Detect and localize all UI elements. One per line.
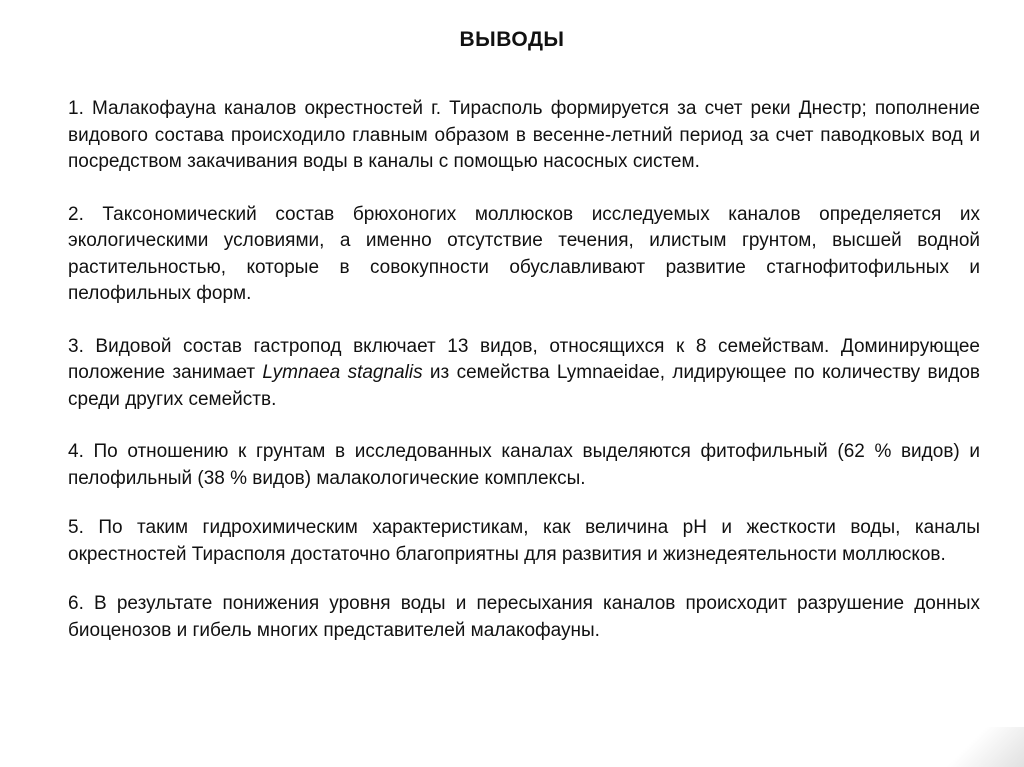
conclusion-6: 6. В результате понижения уровня воды и пересыхания каналов происходит разрушение донных биоценозов и гибель многих представителей малакофауны.	[68, 593, 980, 641]
conclusion-1: 1. Малакофауна каналов окрестностей г. Тирасполь формируется за счет реки Днестр; пополнение видового состава происходило главным образом в весенне-летний период за счет паводковых вод и посредством закачивания воды в каналы с помощью насосных систем.	[68, 98, 980, 172]
conclusion-3-text-after: из семейства Lymnaeidae, лидирующее по количеству видов среди других семейств.	[68, 362, 980, 410]
conclusion-5: 5. По таким гидрохимическим характеристикам, как величина pH и жесткости воды, каналы окрестностей Тирасполя достаточно благоприятны для развития и жизнедеятельности моллюсков.	[68, 517, 980, 565]
page-curl-shadow	[934, 727, 1024, 767]
conclusion-3	[68, 334, 980, 414]
conclusion-4: 4. По отношению к грунтам в исследованных каналах выделяются фитофильный (62 % видов) и пелофильный (38 % видов) малакологические комплексы.	[68, 441, 980, 489]
species-name: Lymnaea stagnalis	[262, 362, 423, 383]
conclusion-2: 2. Таксономический состав брюхоногих моллюсков исследуемых каналов определяется их экологическими условиями, а именно отсутствие течения, илистым грунтом, высшей водной растительностью, которые в совокупности обуславливают развитие стагнофитофильных и пелофильных форм.	[68, 203, 980, 304]
slide-title: ВЫВОДЫ	[459, 28, 565, 51]
conclusion-3-text-before: 3. Видовой состав гастропод включает 13 видов, относящихся к 8 семействам. Доминирующее положение занимает	[68, 335, 980, 383]
conclusions-list	[68, 96, 980, 670]
